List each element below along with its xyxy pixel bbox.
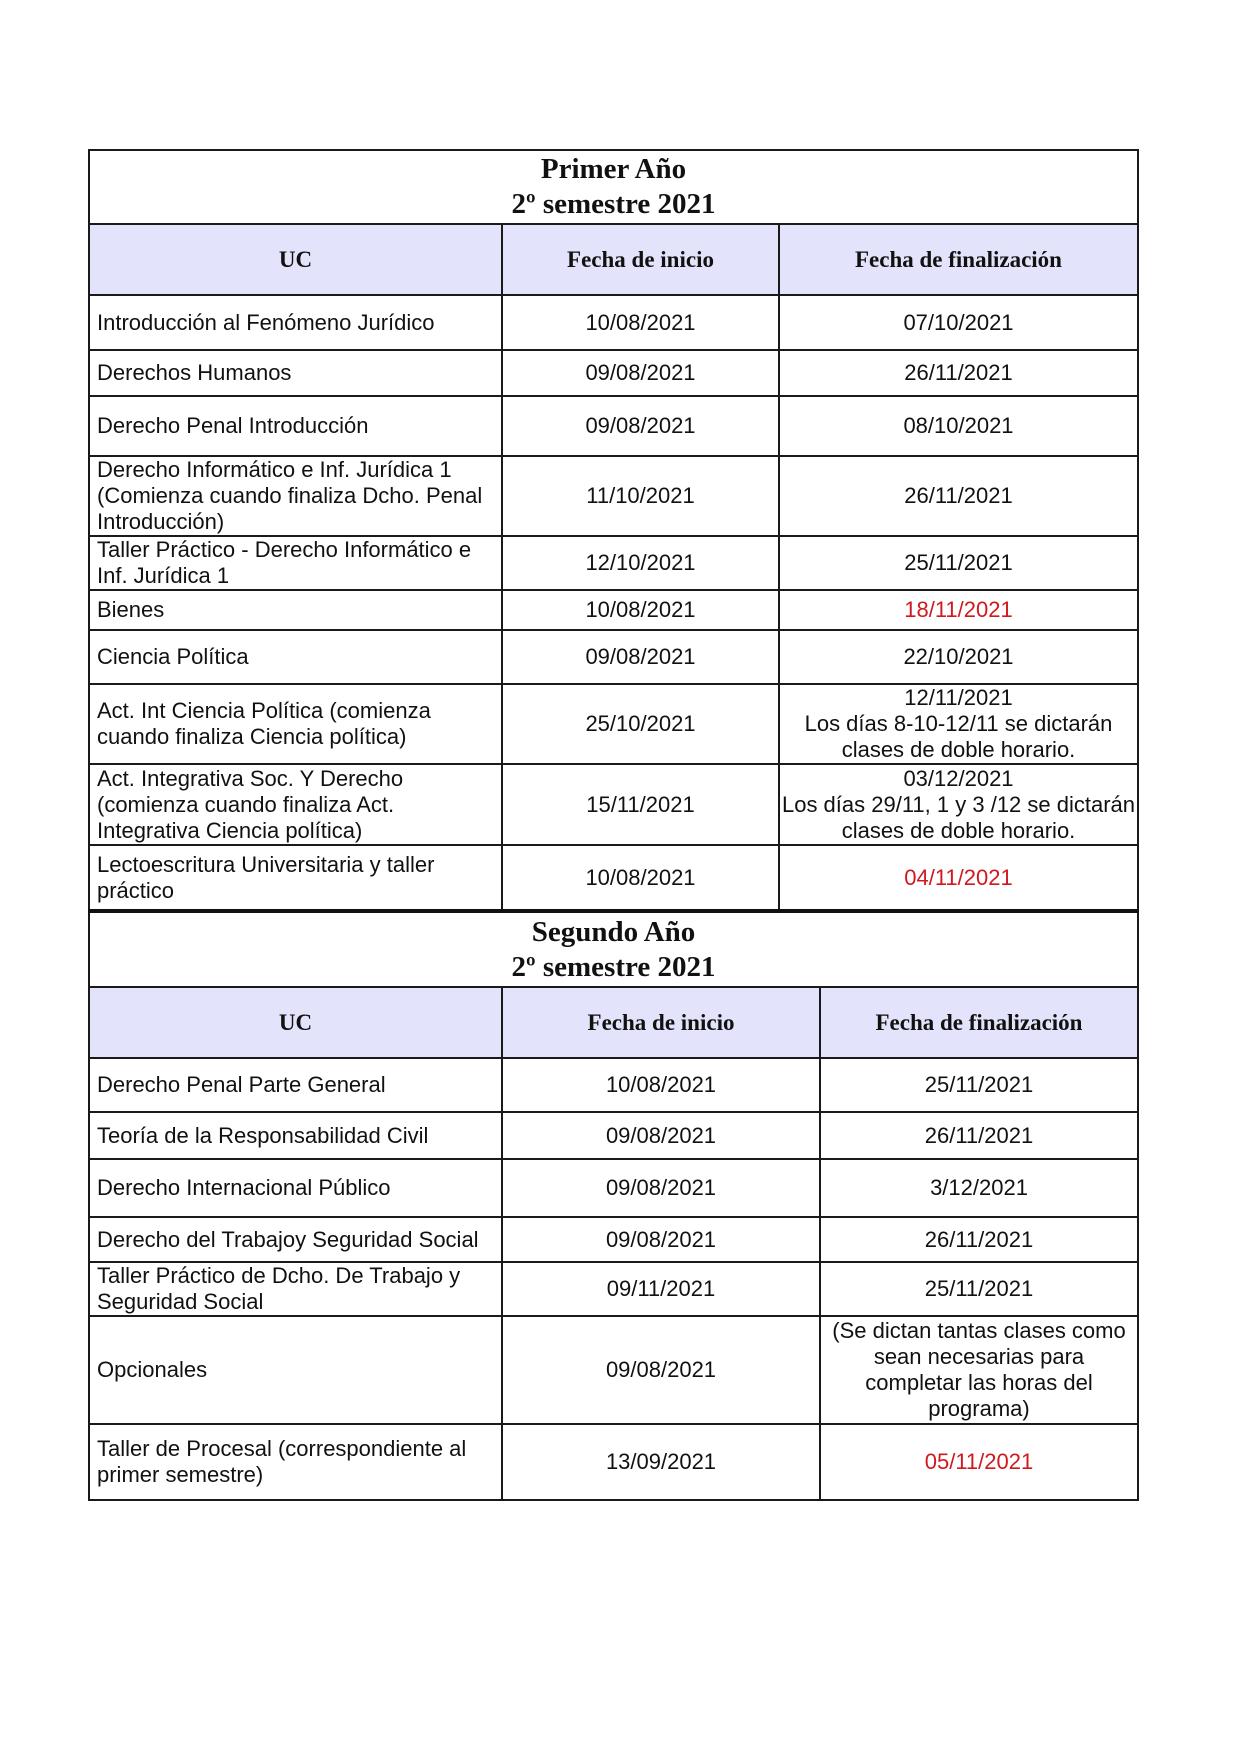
year-heading: Segundo Año — [531, 915, 696, 948]
start-date: 09/08/2021 — [502, 1217, 820, 1262]
end-date-note: Los días 29/11, 1 y 3 /12 se dictarán clases de doble horario. — [781, 791, 1136, 843]
table-row — [89, 1159, 1138, 1217]
course-name: Derecho Penal Parte General — [89, 1058, 502, 1112]
table-row — [89, 1217, 1138, 1262]
start-date: 11/10/2021 — [502, 456, 779, 536]
course-name: Ciencia Política — [89, 630, 502, 684]
course-name: Derechos Humanos — [89, 350, 502, 396]
year-heading: Primer Año — [540, 153, 687, 185]
start-date: 25/10/2021 — [502, 684, 779, 764]
course-name: Taller Práctico de Dcho. De Trabajo y Seguridad Social — [89, 1262, 502, 1316]
column-header-start-date: Fecha de inicio — [502, 987, 820, 1058]
start-date: 09/08/2021 — [502, 1112, 820, 1159]
semester-heading: 2º semestre 2021 — [511, 950, 716, 983]
start-date: 15/11/2021 — [502, 764, 779, 845]
end-date-highlighted: 05/11/2021 — [820, 1424, 1138, 1500]
end-date: 25/11/2021 — [820, 1262, 1138, 1316]
second-year-title — [89, 913, 1138, 987]
table-row — [89, 845, 1138, 911]
course-name: Bienes — [89, 590, 502, 630]
column-header-start-date: Fecha de inicio — [502, 224, 779, 295]
start-date: 09/08/2021 — [502, 630, 779, 684]
end-date: 12/11/2021 — [904, 685, 1013, 710]
table-row — [89, 764, 1138, 845]
start-date: 10/08/2021 — [502, 590, 779, 630]
end-date: 07/10/2021 — [779, 295, 1138, 350]
start-date: 13/09/2021 — [502, 1424, 820, 1500]
start-date: 09/08/2021 — [502, 350, 779, 396]
start-date: 12/10/2021 — [502, 536, 779, 590]
table-row — [89, 295, 1138, 350]
column-header-end-date: Fecha de finalización — [779, 224, 1138, 295]
table-row — [89, 1316, 1138, 1424]
course-name: Act. Integrativa Soc. Y Derecho (comienza cuando finaliza Act. Integrativa Ciencia política) — [89, 764, 502, 845]
course-name: Derecho Informático e Inf. Jurídica 1 (Comienza cuando finaliza Dcho. Penal Introducción) — [89, 456, 502, 536]
course-name: Opcionales — [89, 1316, 502, 1424]
column-header-end-date: Fecha de finalización — [820, 987, 1138, 1058]
end-date-note: (Se dictan tantas clases como sean necesarias para completar las horas del programa) — [820, 1316, 1138, 1424]
end-date: 08/10/2021 — [779, 396, 1138, 456]
first-year-title — [89, 150, 1138, 224]
second-year-table — [88, 913, 1139, 1501]
end-date-note: Los días 8-10-12/11 se dictarán clases de doble horario. — [804, 711, 1113, 762]
end-date-highlighted: 18/11/2021 — [779, 590, 1138, 630]
end-date: 26/11/2021 — [779, 456, 1138, 536]
first-year-table — [88, 149, 1139, 913]
course-name: Derecho del Trabajoy Seguridad Social — [89, 1217, 502, 1262]
end-date: 25/11/2021 — [779, 536, 1138, 590]
table-row — [89, 396, 1138, 456]
table-row — [89, 630, 1138, 684]
table-row — [89, 1112, 1138, 1159]
start-date: 09/08/2021 — [502, 396, 779, 456]
course-name: Introducción al Fenómeno Jurídico — [89, 295, 502, 350]
table-row — [89, 536, 1138, 590]
course-name: Derecho Penal Introducción — [89, 396, 502, 456]
end-date: 25/11/2021 — [820, 1058, 1138, 1112]
course-name: Taller de Procesal (correspondiente al primer semestre) — [89, 1424, 502, 1500]
end-date: 26/11/2021 — [820, 1217, 1138, 1262]
end-date-highlighted: 04/11/2021 — [779, 845, 1138, 911]
table-row — [89, 350, 1138, 396]
table-row — [89, 590, 1138, 630]
start-date: 10/08/2021 — [502, 845, 779, 911]
course-name: Derecho Internacional Público — [89, 1159, 502, 1217]
end-date-with-note — [779, 764, 1138, 845]
start-date: 09/11/2021 — [502, 1262, 820, 1316]
end-date: 26/11/2021 — [779, 350, 1138, 396]
end-date: 03/12/2021 — [903, 765, 1014, 791]
course-name: Taller Práctico - Derecho Informático e Inf. Jurídica 1 — [89, 536, 502, 590]
course-name: Act. Int Ciencia Política (comienza cuando finaliza Ciencia política) — [89, 684, 502, 764]
end-date: 22/10/2021 — [779, 630, 1138, 684]
start-date: 09/08/2021 — [502, 1159, 820, 1217]
end-date-with-note — [779, 684, 1138, 764]
course-name: Teoría de la Responsabilidad Civil — [89, 1112, 502, 1159]
semester-heading: 2º semestre 2021 — [511, 188, 716, 220]
column-header-uc: UC — [89, 987, 502, 1058]
start-date: 10/08/2021 — [502, 295, 779, 350]
column-header-row — [89, 224, 1138, 295]
end-date: 3/12/2021 — [820, 1159, 1138, 1217]
table-row — [89, 1262, 1138, 1316]
start-date: 09/08/2021 — [502, 1316, 820, 1424]
end-date: 26/11/2021 — [820, 1112, 1138, 1159]
table-row — [89, 1424, 1138, 1500]
table-row — [89, 1058, 1138, 1112]
table-row — [89, 684, 1138, 764]
column-header-uc: UC — [89, 224, 502, 295]
start-date: 10/08/2021 — [502, 1058, 820, 1112]
course-name: Lectoescritura Universitaria y taller práctico — [89, 845, 502, 911]
column-header-row — [89, 987, 1138, 1058]
table-row — [89, 456, 1138, 536]
